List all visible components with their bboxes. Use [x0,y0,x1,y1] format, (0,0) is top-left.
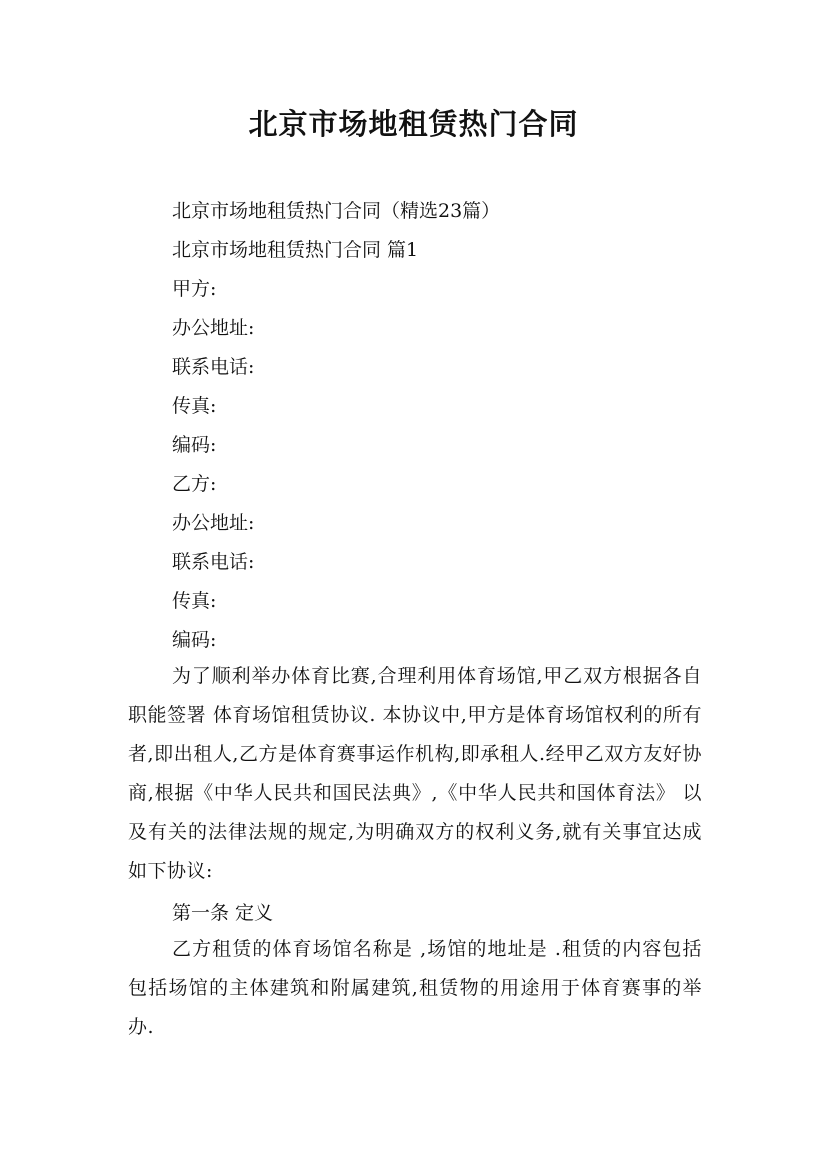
party-b-label: 乙方: [172,473,217,495]
document-subtitle: 北京市场地租赁热门合同（精选23篇） [172,200,501,222]
article-1-heading: 第一条 定义 [172,902,274,924]
party-a-phone: 联系电话: [172,356,255,378]
party-a-address: 办公地址: [172,317,255,339]
party-b-fax: 传真: [172,590,217,612]
document-title: 北京市场地租赁热门合同 [248,107,579,141]
party-b-address: 办公地址: [172,512,255,534]
article-1-paragraph: 乙方租赁的体育场馆名称是 ,场馆的地址是 .租赁的内容包括包括场馆的主体建筑和附属建筑,租赁物的用途用于体育赛事的举办. [128,938,702,1038]
party-a-fax: 传真: [172,395,217,417]
party-b-phone: 联系电话: [172,551,255,573]
party-a-label: 甲方: [172,278,217,300]
party-a-postcode: 编码: [172,434,217,456]
section-heading: 北京市场地租赁热门合同 篇1 [172,239,419,261]
intro-paragraph: 为了顺利举办体育比赛,合理利用体育场馆,甲乙双方根据各自职能签署 体育场馆租赁协议. 本协议中,甲方是体育场馆权利的所有者,即出租人,乙方是体育赛事运作机构,即承租人.经甲乙双方友好协商,根据《中华人民共和国民法典》,《中华人民共和国体育法》 以及有关的法律法规的规定,为明确双方的权利义务,就有关事宜达成如下协议: [128,665,702,882]
party-b-postcode: 编码: [172,629,217,651]
